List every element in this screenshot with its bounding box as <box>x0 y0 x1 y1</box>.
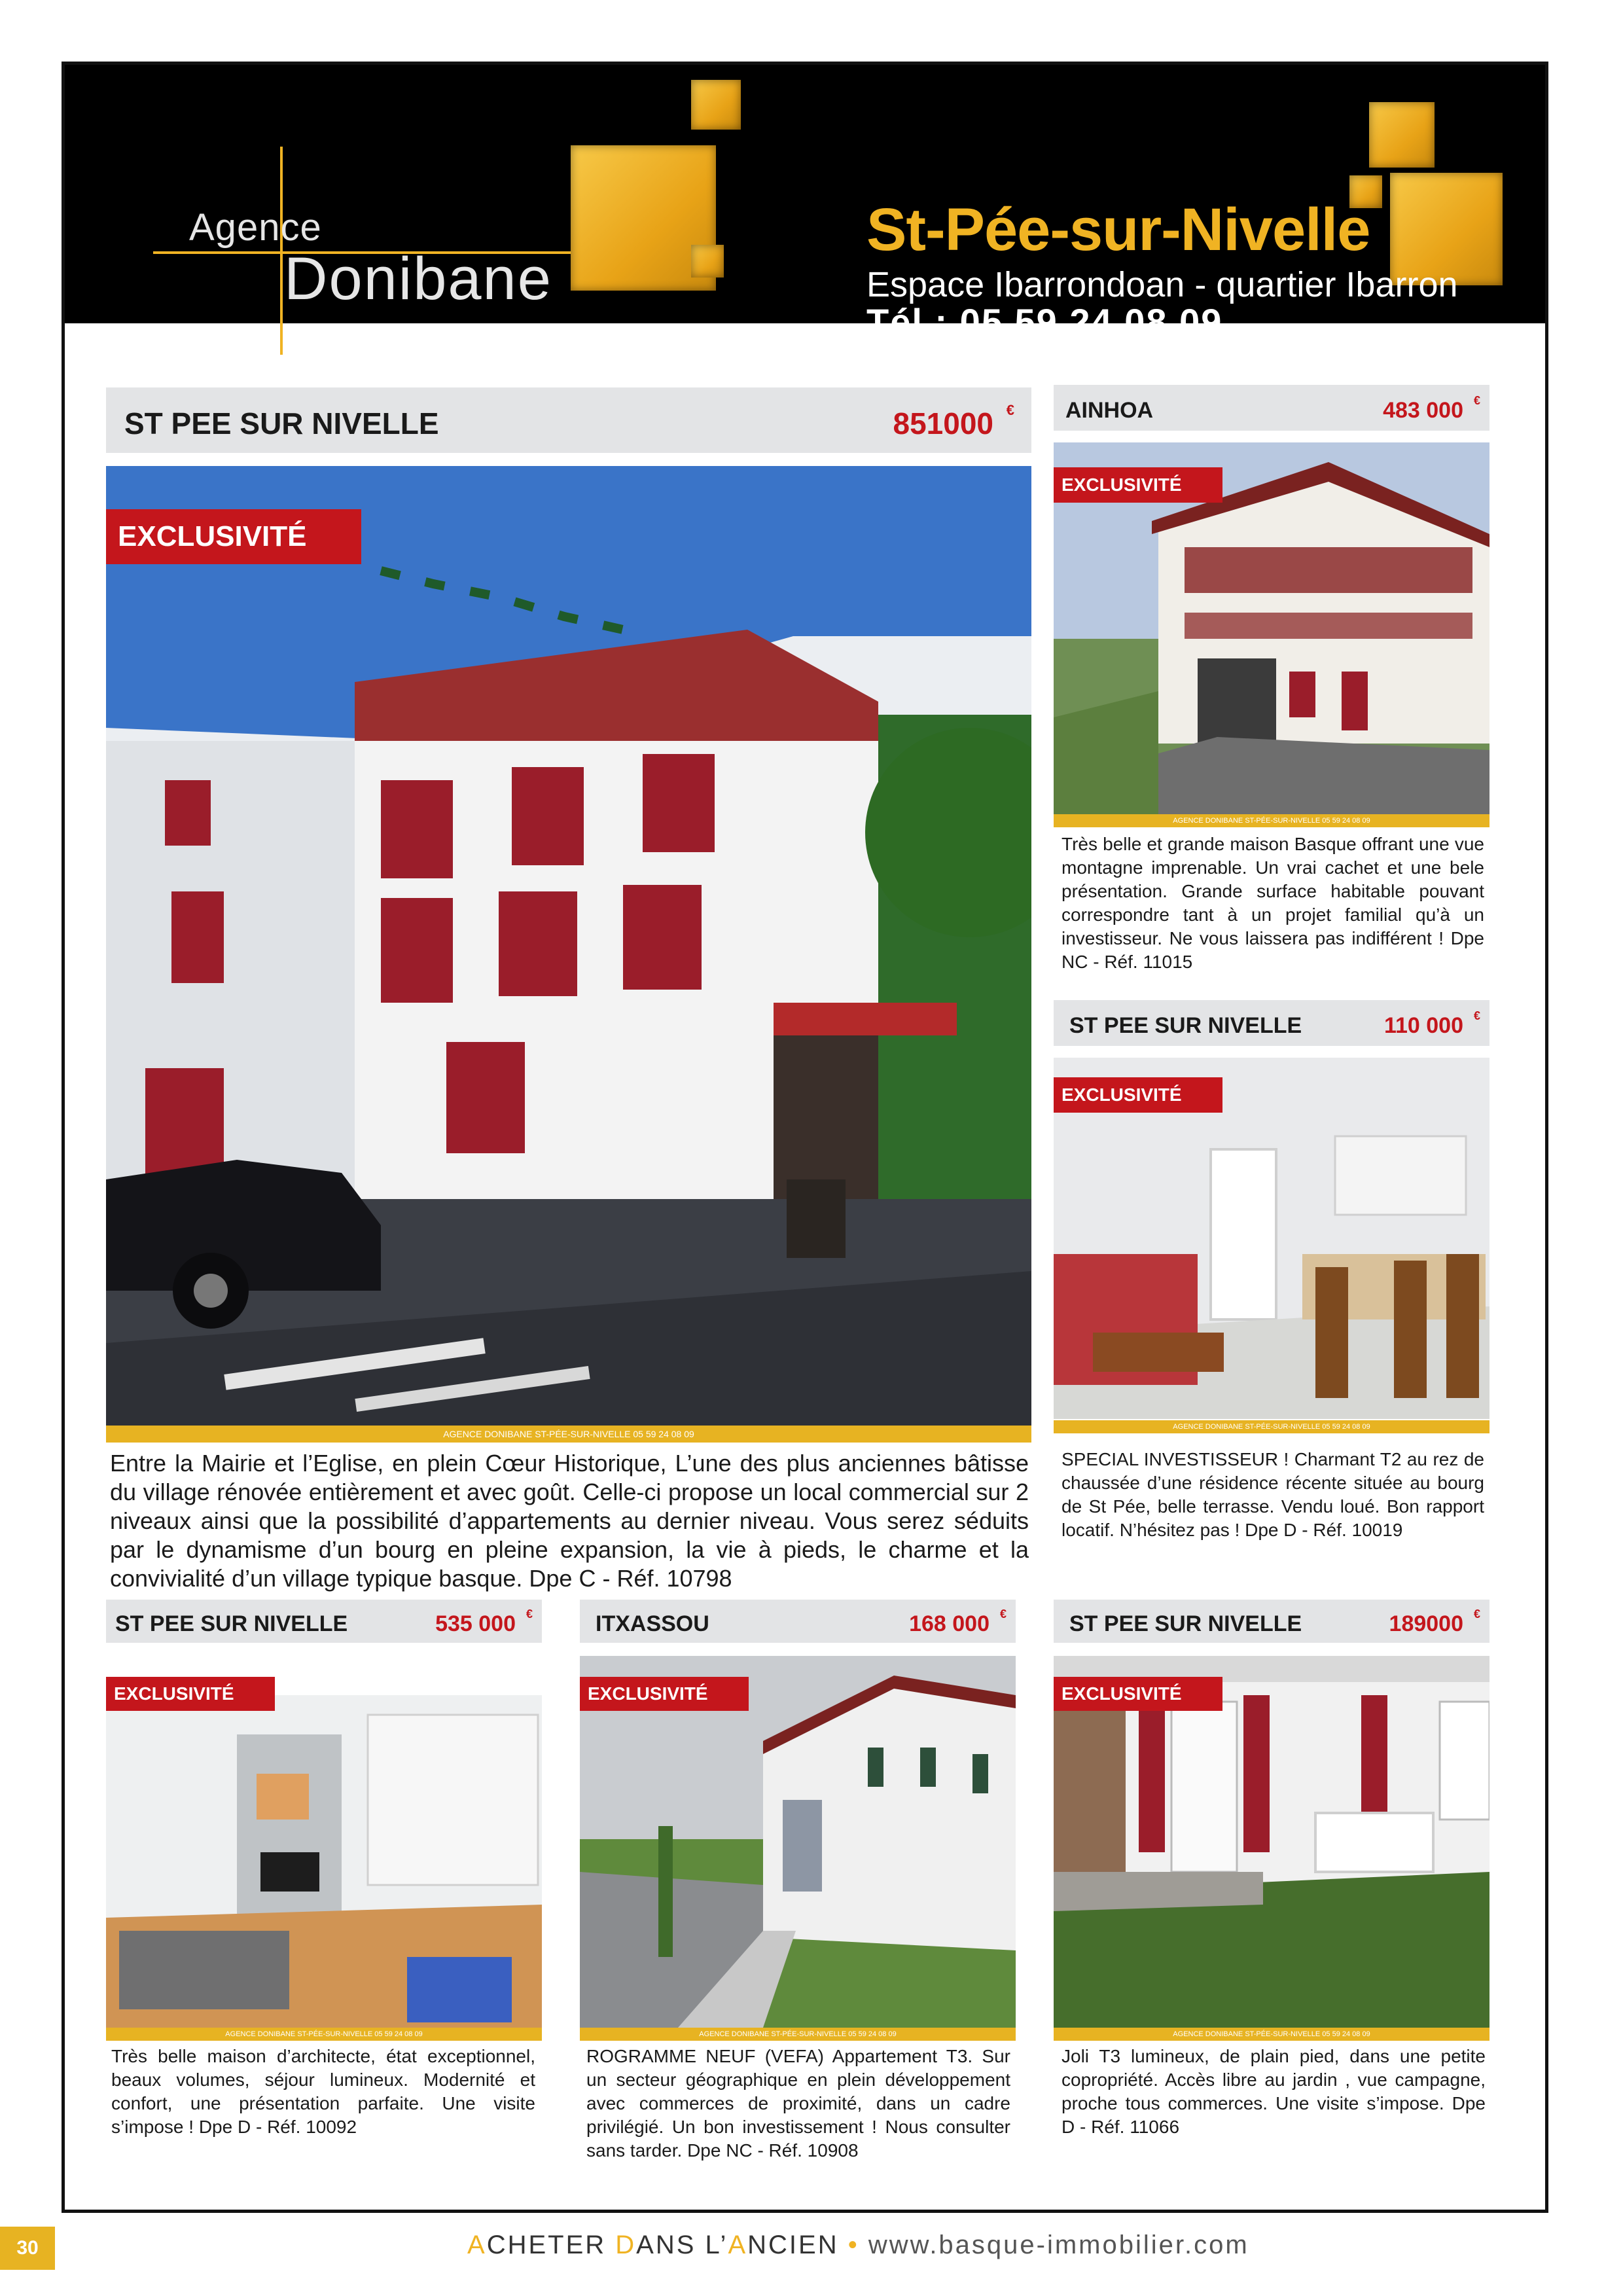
agency-phone: Tél.: 05 59 24 08 09 <box>866 301 1223 342</box>
footer-word: ANS L’ <box>636 2231 728 2259</box>
footer-word: CHETER <box>486 2231 616 2259</box>
village-building-photo <box>106 466 1031 1441</box>
garden-apartment-photo <box>1054 1656 1489 2028</box>
agency-town: St-Pée-sur-Nivelle <box>866 196 1370 263</box>
photo-credit: AGENCE DONIBANE ST-PÉE-SUR-NIVELLE 05 59 24 08 09 <box>106 1426 1031 1443</box>
listing-title-bar <box>1054 1000 1489 1046</box>
exclusivite-badge: EXCLUSIVITÉ <box>106 509 361 564</box>
footer-word: NCIEN <box>747 2231 839 2259</box>
listing-description: Très belle maison d’architecte, état exceptionnel, beaux volumes, séjour lumineux. Modernité et confort, une présentation parfaite. Une visite s’impose ! Dpe D - Réf. 10092 <box>111 2046 535 2137</box>
listing-description: Joli T3 lumineux, de plain pied, dans une petite copropriété. Accès libre au jardin , vue campagne, proche tous commerces. Une visite s’impose. Dpe D - Réf. 11066 <box>1061 2046 1486 2137</box>
new-residence-photo <box>580 1656 1016 2028</box>
listing-description: Entre la Mairie et l’Eglise, en plein Cœur Historique, L’une des plus anciennes bâtisse du village rénovée entièrement et avec goût. Celle-ci propose un local commercial sur 2 niveaux ainsi que la possibilité d’appartements au dernier niveau. Vous serez séduits par le dynamisme d’un bourg en pleine expansion, la vie à pieds, le charme et la convivialité d’un village typique basque. Dpe C - Réf. 10798 <box>110 1450 1029 1592</box>
listing-title: ST PEE SUR NIVELLE <box>124 406 439 440</box>
listing-price: 535 000 <box>435 1611 516 1636</box>
logo-donibane: Donibane <box>284 245 552 312</box>
listing-price: 168 000 <box>909 1611 990 1636</box>
listing-price: 189000 <box>1389 1611 1463 1636</box>
euro-sign: € <box>1473 394 1480 407</box>
listing-price: 851000 <box>893 406 993 440</box>
architect-house-interior-photo <box>106 1656 542 2028</box>
listing-title: ST PEE SUR NIVELLE <box>115 1611 348 1636</box>
listing-description: Très belle et grande maison Basque offrant une vue montagne imprenable. Un vrai cachet et une bele présentation. Grande surface habitable pouvant correspondre tant à un projet familial qu’à un investisseur. Ne vous laissera pas indifférent ! Dpe NC - Réf. 11015 <box>1061 834 1484 972</box>
exclusivite-badge: EXCLUSIVITÉ <box>1054 1077 1222 1113</box>
listing-description: ROGRAMME NEUF (VEFA) Appartement T3. Sur un secteur géographique en plein développement avec commerces de proximité, dans un cadre privilégié. Un bon investissement ! Nous consulter sans tarder. Dpe NC - Réf. 10908 <box>586 2046 1010 2161</box>
listing-title-bar <box>106 387 1031 453</box>
footer-letter: A <box>728 2231 748 2259</box>
footer-tagline <box>467 2231 1249 2260</box>
listing-photo[interactable] <box>1054 1656 1489 2028</box>
listing-price: 483 000 <box>1383 398 1463 423</box>
photo-credit: AGENCE DONIBANE ST-PÉE-SUR-NIVELLE 05 59 24 08 09 <box>1054 814 1489 827</box>
exclusivite-badge: EXCLUSIVITÉ <box>580 1677 749 1711</box>
listing-title-bar <box>1054 385 1489 431</box>
exclusivite-badge: EXCLUSIVITÉ <box>1054 1677 1222 1711</box>
listing-title-bar <box>1054 1600 1489 1643</box>
exclusivite-badge: EXCLUSIVITÉ <box>106 1677 275 1711</box>
listing-price: 110 000 <box>1383 1013 1463 1038</box>
listing-photo[interactable] <box>106 466 1031 1441</box>
listing-photo[interactable] <box>580 1656 1016 2028</box>
exclusivite-badge: EXCLUSIVITÉ <box>1054 467 1222 503</box>
footer-letter: D <box>615 2231 637 2259</box>
footer-bullet: • <box>847 2231 859 2259</box>
euro-sign: € <box>1473 1009 1480 1022</box>
listing-description: SPECIAL INVESTISSEUR ! Charmant T2 au rez de chaussée d’une résidence récente située au bourg de St Pée, belle terrasse. Vendu loué. Bon rapport locatif. N’hésitez pas ! Dpe D - Réf. 10019 <box>1061 1449 1484 1540</box>
listing-title: AINHOA <box>1065 398 1154 423</box>
listing-title: ITXASSOU <box>596 1611 709 1636</box>
euro-sign: € <box>999 1607 1007 1621</box>
listing-photo[interactable] <box>1054 442 1489 814</box>
photo-credit: AGENCE DONIBANE ST-PÉE-SUR-NIVELLE 05 59 24 08 09 <box>1054 1420 1489 1433</box>
photo-credit: AGENCE DONIBANE ST-PÉE-SUR-NIVELLE 05 59 24 08 09 <box>580 2028 1016 2041</box>
photo-credit: AGENCE DONIBANE ST-PÉE-SUR-NIVELLE 05 59 24 08 09 <box>1054 2028 1489 2041</box>
euro-sign: € <box>1006 402 1014 418</box>
listing-photo[interactable] <box>1054 1058 1489 1419</box>
listing-title: ST PEE SUR NIVELLE <box>1069 1611 1302 1636</box>
listing-photo[interactable] <box>106 1656 542 2028</box>
photo-credit: AGENCE DONIBANE ST-PÉE-SUR-NIVELLE 05 59 24 08 09 <box>106 2028 542 2041</box>
euro-sign: € <box>526 1607 533 1621</box>
listing-title-bar <box>106 1600 542 1643</box>
footer-website-link[interactable]: www.basque-immobilier.com <box>868 2231 1249 2259</box>
agency-address: Espace Ibarrondoan - quartier Ibarron <box>866 265 1458 304</box>
page-number: 30 <box>0 2227 55 2270</box>
listing-title-bar <box>580 1600 1016 1643</box>
euro-sign: € <box>1473 1607 1480 1621</box>
footer-letter: A <box>467 2231 487 2259</box>
logo-agence: Agence <box>189 206 322 249</box>
listing-title: ST PEE SUR NIVELLE <box>1069 1013 1302 1038</box>
